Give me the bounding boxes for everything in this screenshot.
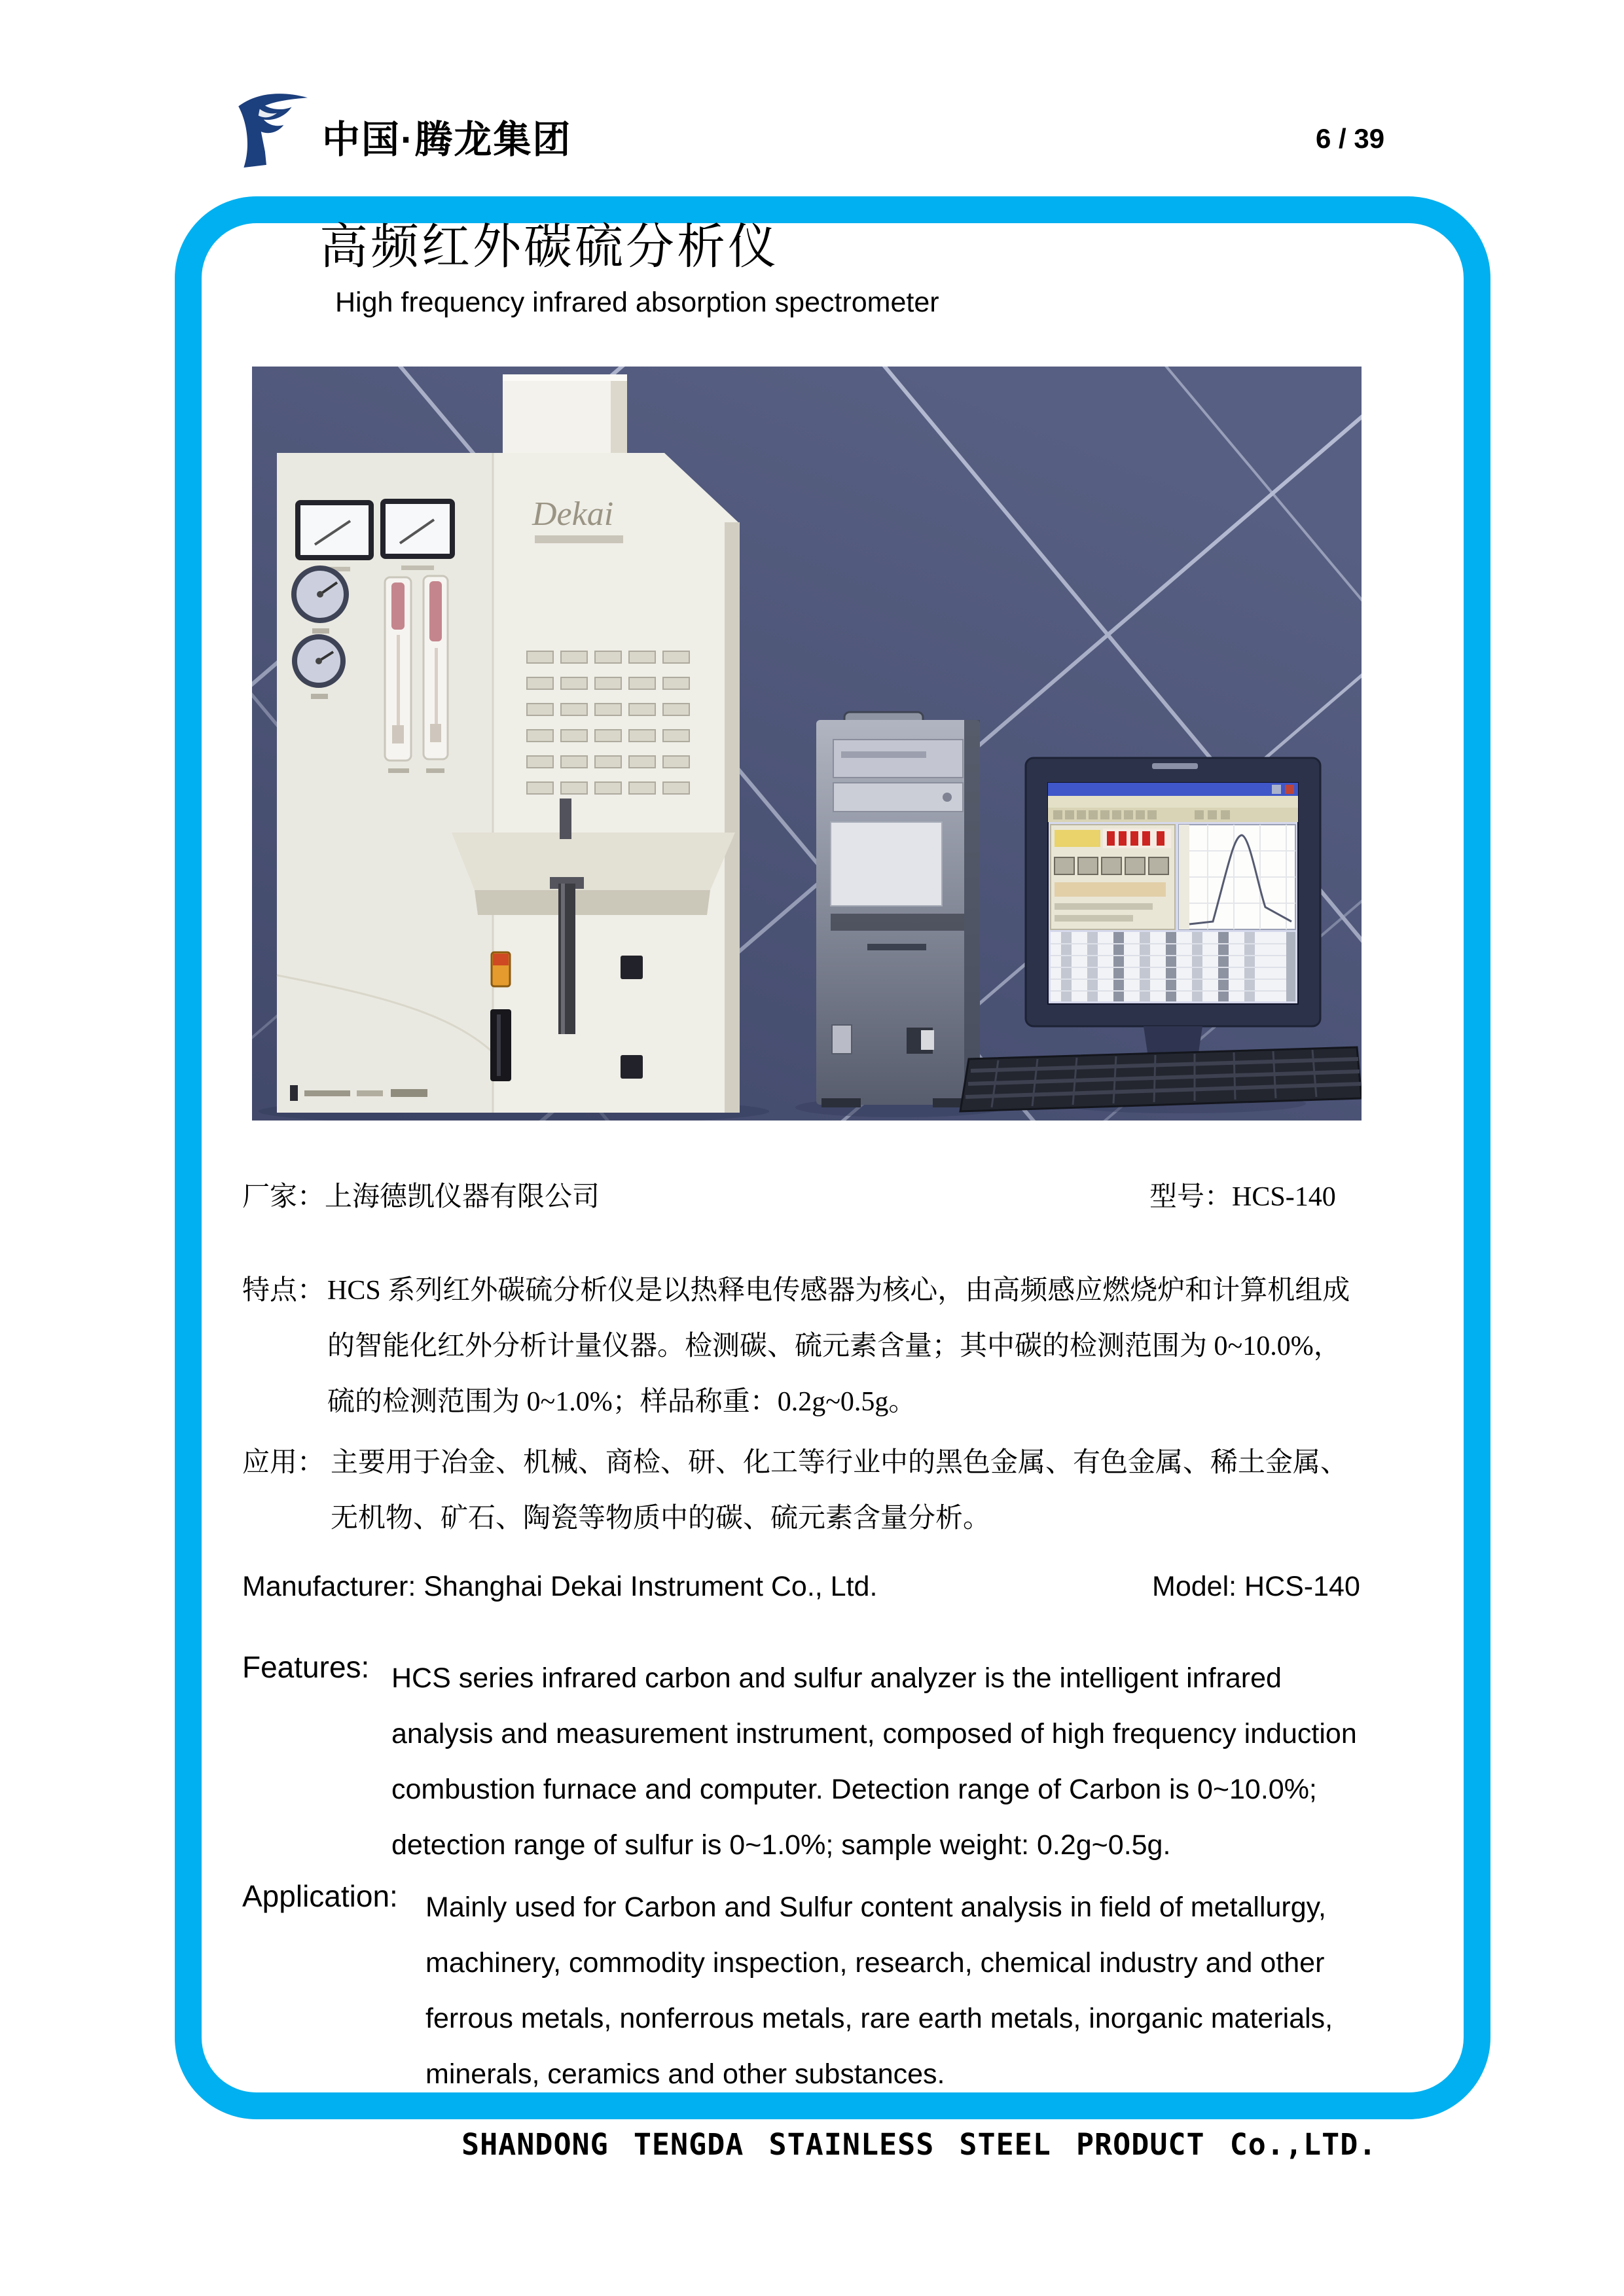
- features-line-zh: 的智能化红外分析计量仪器。检测碳、硫元素含量；其中碳的检测范围为 0~10.0%，: [327, 1331, 1341, 1361]
- application-paragraph-zh: [331, 1435, 1348, 1547]
- software-title-bar: [1048, 783, 1298, 796]
- manufacturer-line-zh: [242, 1175, 600, 1214]
- button-upper: [621, 956, 643, 979]
- front-door: [831, 822, 942, 906]
- model-label-zh: 型号：: [1149, 1182, 1233, 1212]
- features-paragraph-en: [391, 1651, 1357, 1873]
- result-panel: [1051, 825, 1175, 929]
- application-line-en: minerals, ceramics and other substances.: [425, 2058, 945, 2090]
- features-label-en: Features:: [242, 1650, 370, 1684]
- machine-brand-mark: [532, 495, 623, 543]
- application-paragraph-en: [425, 1880, 1333, 2102]
- exhaust-chimney: [503, 374, 627, 459]
- computer-tower: [816, 712, 980, 1107]
- footer-company-name: SHANDONG TENGDA STAINLESS STEEL PRODUCT Co.,LTD.: [461, 2127, 1377, 2162]
- machine-brand-text: Dekai: [532, 495, 614, 533]
- application-line-en: machinery, commodity inspection, research, chemical industry and other: [425, 1947, 1325, 1979]
- page-number: 6 / 39: [1316, 123, 1385, 154]
- features-line-en: combustion furnace and computer. Detection range of Carbon is 0~10.0%;: [391, 1774, 1317, 1805]
- application-label-en: Application:: [242, 1879, 398, 1913]
- button-lower: [621, 1055, 643, 1079]
- application-line-zh: 无机物、矿石、陶瓷等物质中的碳、硫元素含量分析。: [331, 1503, 991, 1534]
- product-title-zh: 高频红外碳硫分析仪: [319, 221, 779, 274]
- data-table: [1051, 932, 1295, 1001]
- features-label-zh: 特点：: [242, 1276, 325, 1306]
- manufacturer-line-en: Manufacturer: Shanghai Dekai Instrument Co., Ltd.: [242, 1571, 878, 1602]
- analyzer-machine: [277, 374, 740, 1113]
- features-paragraph-zh: [327, 1263, 1350, 1430]
- peak-chart: [1179, 825, 1295, 929]
- product-photo: [252, 367, 1362, 1121]
- model-value-zh: HCS-140: [1232, 1182, 1336, 1212]
- application-line-zh: 主要用于冶金、机械、商检、研、化工等行业中的黑色金属、有色金属、稀土金属、: [331, 1448, 1348, 1478]
- company-name: 中国·腾龙集团: [322, 118, 572, 161]
- model-line-en: Model: HCS-140: [1152, 1571, 1360, 1602]
- tenglong-dragon-flag-logo: [229, 89, 309, 169]
- product-title-en: High frequency infrared absorption spectrometer: [335, 287, 939, 318]
- features-line-en: detection range of sulfur is 0~1.0%; sample weight: 0.2g~0.5g.: [391, 1829, 1171, 1861]
- features-line-en: HCS series infrared carbon and sulfur analyzer is the intelligent infrared: [391, 1662, 1282, 1694]
- monitor-brand-mark: [1152, 763, 1198, 769]
- model-line-zh: [1149, 1175, 1336, 1214]
- monitor-screen: [1048, 783, 1298, 1004]
- sample-shelf: [452, 833, 735, 915]
- manufacturer-value-zh: 上海德凯仪器有限公司: [325, 1182, 600, 1212]
- application-line-en: Mainly used for Carbon and Sulfur content analysis in field of metallurgy,: [425, 1892, 1326, 1923]
- application-line-en: ferrous metals, nonferrous metals, rare earth metals, inorganic materials,: [425, 2003, 1333, 2034]
- features-line-zh: 硫的检测范围为 0~1.0%；样品称重：0.2g~0.5g。: [327, 1387, 916, 1417]
- manufacturer-label-zh: 厂家：: [242, 1182, 325, 1212]
- features-line-en: analysis and measurement instrument, composed of high frequency induction: [391, 1718, 1357, 1749]
- application-label-zh: 应用：: [242, 1448, 325, 1478]
- drive-bay: [833, 740, 963, 778]
- features-line-zh: HCS 系列红外碳硫分析仪是以热释电传感器为核心，由高频感应燃烧炉和计算机组成: [327, 1276, 1350, 1306]
